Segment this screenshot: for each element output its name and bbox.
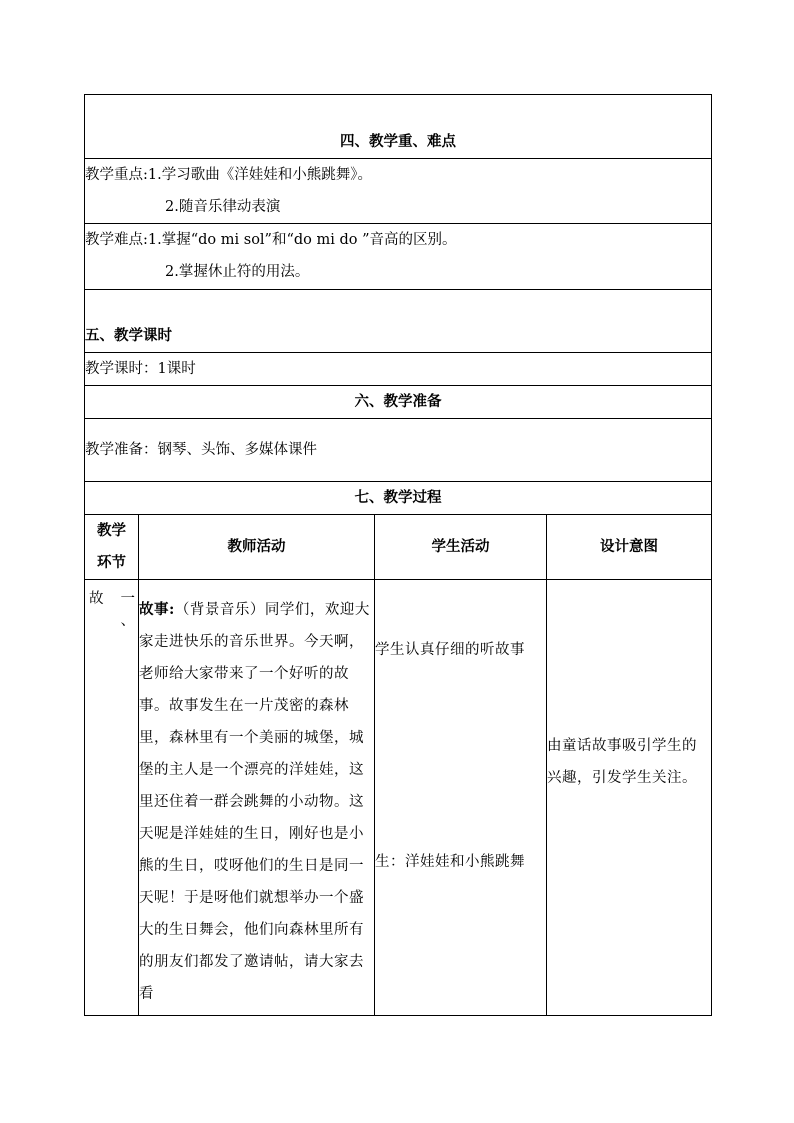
difficulty-row <box>85 224 712 290</box>
key-point-1: 教学重点:1.学习歌曲《洋娃娃和小熊跳舞》。 <box>85 167 372 183</box>
section-5-title: 五、教学课时 <box>85 290 712 353</box>
section-4-title: 四、教学重、难点 <box>85 95 712 159</box>
section-4-row <box>85 95 712 159</box>
hours-text: 教学课时：1课时 <box>85 353 712 386</box>
student-activity-1: 学生认真仔细的听故事 <box>375 642 525 658</box>
student-activity-cell <box>375 580 547 1016</box>
prep-row <box>85 419 712 482</box>
design-intent-text: 由童话故事吸引学生的兴趣，引发学生关注。 <box>547 738 697 786</box>
section-6-title: 六、教学准备 <box>85 386 712 419</box>
difficulty-cell <box>85 224 712 290</box>
story-text: （背景音乐）同学们，欢迎大家走进快乐的音乐世界。今天啊，老师给大家带来了一个好听的故事。故事发生在一片茂密的森林里，森林里有一个美丽的城堡，城堡的主人是一个漂亮的洋娃娃，这里还住着一群会跳舞的小动物。这天呢是洋娃娃的生日，刚好也是小熊的生日，哎呀他们的生日是同一天呢！于是呀他们就想举办一个盛大的生日舞会，他们向森林里所有的朋友们都发了邀请帖，请大家去看 <box>139 602 370 1002</box>
section-7-row <box>85 482 712 515</box>
lesson-plan-table <box>84 94 712 1016</box>
difficulty-2: 2.掌握休止符的用法。 <box>165 264 310 280</box>
stage-cell <box>85 580 139 1016</box>
section-6-row <box>85 386 712 419</box>
header-intent: 设计意图 <box>547 515 712 580</box>
process-row-story <box>85 580 712 1016</box>
difficulty-1: 教学难点:1.掌握“do mi sol”和“do mi do ”音高的区别。 <box>85 232 457 248</box>
stage-char-3: 、 <box>120 613 135 629</box>
header-stage <box>85 515 139 580</box>
process-header-row <box>85 515 712 580</box>
prep-text: 教学准备：钢琴、头饰、多媒体课件 <box>85 419 712 482</box>
header-stage-line1: 教学 <box>97 522 126 539</box>
design-intent-cell <box>547 580 712 1016</box>
key-points-row <box>85 159 712 224</box>
teacher-activity-cell <box>139 580 375 1016</box>
header-stage-line2: 环节 <box>97 554 126 571</box>
key-point-2: 2.随音乐律动表演 <box>165 199 281 215</box>
hours-row <box>85 353 712 386</box>
student-activity-2: 生：洋娃娃和小熊跳舞 <box>375 854 525 870</box>
header-teacher: 教师活动 <box>139 515 375 580</box>
stage-char-1: 故 <box>89 591 104 607</box>
stage-char-2: 一 <box>120 591 135 607</box>
header-student: 学生活动 <box>375 515 547 580</box>
story-label: 故事: <box>139 601 175 618</box>
key-points-cell <box>85 159 712 224</box>
section-5-row <box>85 290 712 353</box>
section-7-title: 七、教学过程 <box>85 482 712 515</box>
